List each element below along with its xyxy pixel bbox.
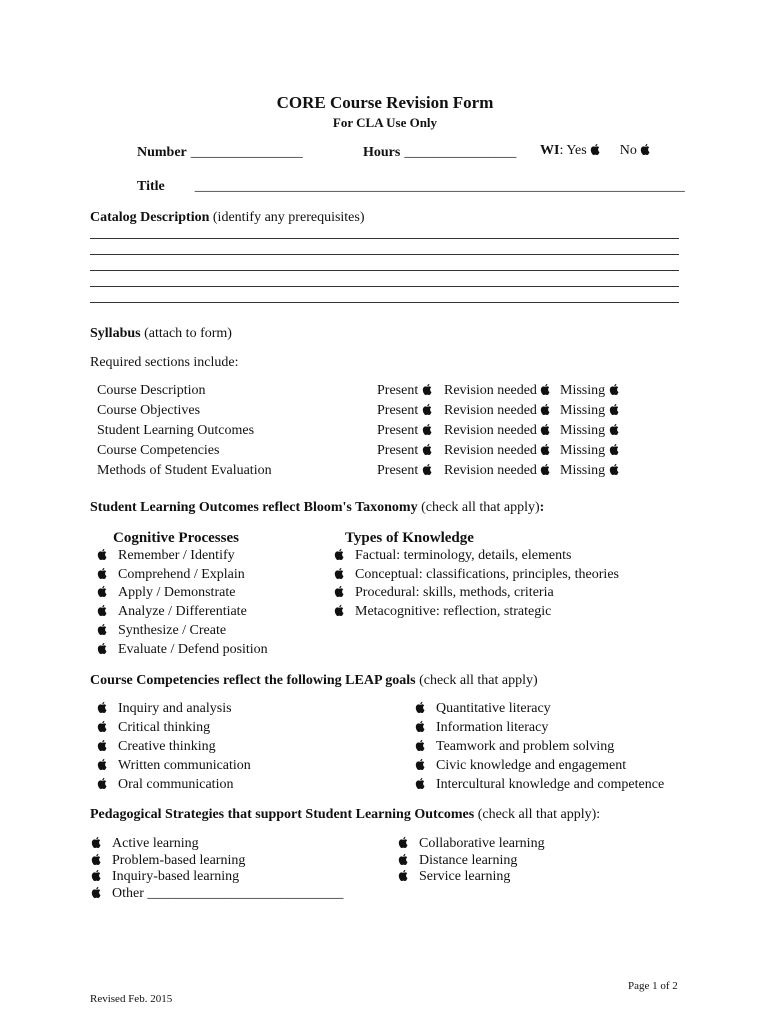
checkbox-icon[interactable]	[398, 836, 410, 848]
status-option-label: Missing	[560, 383, 606, 398]
checkbox-icon[interactable]	[91, 853, 103, 865]
wi-yes-checkbox-icon[interactable]	[590, 143, 602, 155]
leap-right-item[interactable]	[415, 758, 626, 774]
knowledge-item[interactable]	[334, 604, 551, 620]
knowledge-item-label: Metacognitive: reflection, strategic	[355, 604, 552, 620]
leap-left-item-label: Oral communication	[118, 777, 234, 792]
checkbox-icon[interactable]	[415, 758, 427, 770]
catalog-line-5[interactable]	[90, 302, 679, 303]
syllabus-status-option[interactable]	[377, 403, 434, 419]
syllabus-status-option[interactable]	[560, 463, 621, 479]
pedagogy-heading-text: Pedagogical Strategies that support Student Learning Outcomes	[90, 807, 475, 822]
catalog-line-3[interactable]	[90, 270, 679, 271]
leap-right-item[interactable]	[415, 701, 551, 717]
cognitive-header: Cognitive Processes	[113, 530, 239, 546]
checkbox-icon[interactable]	[97, 642, 109, 654]
title-field[interactable]	[137, 177, 685, 195]
catalog-label: Catalog Description	[90, 210, 210, 225]
leap-right-item-label: Information literacy	[436, 720, 549, 735]
wi-label: WI	[540, 143, 560, 158]
syllabus-status-option[interactable]	[377, 383, 434, 399]
checkbox-icon[interactable]	[334, 567, 346, 579]
page-subtitle: For CLA Use Only	[332, 115, 438, 130]
checkbox-icon[interactable]	[415, 739, 427, 751]
pedagogy-right-item-label: Service learning	[419, 869, 511, 884]
syllabus-note: (attach to form)	[144, 326, 232, 341]
checkbox-icon[interactable]	[334, 604, 346, 616]
syllabus-label: Syllabus	[90, 326, 141, 341]
title-label: Title	[137, 179, 165, 194]
cognitive-item-label: Apply / Demonstrate	[118, 585, 236, 601]
syllabus-section-label: Course Objectives	[97, 403, 201, 418]
number-label: Number	[137, 145, 187, 160]
blooms-colon: :	[539, 500, 545, 515]
checkbox-icon[interactable]	[97, 758, 109, 770]
leap-right-item-label: Quantitative literacy	[436, 701, 551, 716]
checkbox-icon[interactable]	[398, 869, 410, 881]
blooms-heading-text: Student Learning Outcomes reflect Bloom's Taxonomy	[90, 500, 418, 515]
syllabus-status-option[interactable]	[560, 383, 621, 399]
syllabus-heading	[90, 326, 232, 342]
status-option-label: Missing	[560, 463, 606, 478]
leap-left-item[interactable]	[97, 758, 251, 774]
checkbox-icon[interactable]	[415, 777, 427, 789]
cognitive-item[interactable]	[97, 567, 245, 583]
pedagogy-left-item-label: Problem-based learning	[112, 852, 246, 868]
knowledge-header: Types of Knowledge	[345, 530, 474, 546]
syllabus-status-option[interactable]	[377, 443, 434, 459]
status-option-label: Missing	[560, 443, 606, 458]
pedagogy-left-item-label: Inquiry-based learning	[112, 869, 240, 884]
checkbox-icon[interactable]	[609, 423, 621, 435]
catalog-line-4[interactable]	[90, 286, 679, 287]
checkbox-icon[interactable]	[415, 701, 427, 713]
checkbox-icon[interactable]	[97, 701, 109, 713]
checkbox-icon[interactable]	[334, 548, 346, 560]
cognitive-item[interactable]	[97, 642, 268, 658]
cognitive-item-label: Comprehend / Explain	[118, 566, 245, 582]
checkbox-icon[interactable]	[91, 886, 103, 898]
checkbox-icon[interactable]	[422, 463, 434, 475]
checkbox-icon[interactable]	[609, 403, 621, 415]
status-option-label: Revision needed	[444, 463, 537, 478]
cognitive-item-label: Evaluate / Defend position	[118, 641, 268, 657]
checkbox-icon[interactable]	[609, 383, 621, 395]
pedagogy-right-item[interactable]	[398, 853, 517, 869]
revised-date: Revised Feb. 2015	[90, 993, 173, 1005]
catalog-line-2[interactable]	[90, 254, 679, 255]
pedagogy-right-item-label: Collaborative learning	[419, 836, 545, 851]
blooms-note: (check all that apply)	[421, 500, 540, 515]
syllabus-status-option[interactable]	[377, 463, 434, 479]
checkbox-icon[interactable]	[540, 463, 552, 475]
status-option-label: Present	[377, 463, 419, 478]
syllabus-status-option[interactable]	[560, 443, 621, 459]
status-option-label: Present	[377, 383, 419, 398]
leap-left-item-label: Critical thinking	[118, 720, 211, 735]
catalog-heading	[90, 210, 365, 226]
cognitive-item-label: Analyze / Differentiate	[118, 604, 247, 620]
leap-heading	[90, 673, 538, 689]
checkbox-icon[interactable]	[540, 383, 552, 395]
pedagogy-note: (check all that apply):	[477, 807, 601, 822]
checkbox-icon[interactable]	[97, 739, 109, 751]
pedagogy-heading	[90, 807, 600, 823]
pedagogy-right-item[interactable]	[398, 836, 545, 852]
syllabus-section-label: Course Description	[97, 383, 206, 398]
checkbox-icon[interactable]	[91, 869, 103, 881]
syllabus-status-option[interactable]	[444, 423, 552, 439]
syllabus-section-label: Student Learning Outcomes	[97, 423, 255, 438]
leap-heading-text: Course Competencies reflect the following LEAP goals	[90, 673, 416, 688]
leap-left-item[interactable]	[97, 777, 233, 793]
syllabus-status-option[interactable]	[444, 403, 552, 419]
cognitive-item[interactable]	[97, 585, 235, 601]
cognitive-item[interactable]	[97, 548, 235, 564]
title-blank[interactable]: ______________________________________________________________________	[194, 179, 685, 194]
knowledge-item-label: Factual: terminology, details, elements	[355, 548, 572, 563]
catalog-note: (identify any prerequisites)	[212, 210, 365, 225]
checkbox-icon[interactable]	[540, 403, 552, 415]
checkbox-icon[interactable]	[97, 777, 109, 789]
pedagogy-left-item[interactable]	[91, 853, 245, 869]
pedagogy-right-item-label: Distance learning	[419, 852, 518, 868]
cognitive-item[interactable]	[97, 623, 226, 639]
checkbox-icon[interactable]	[97, 548, 109, 560]
checkbox-icon[interactable]	[91, 836, 103, 848]
leap-left-item[interactable]	[97, 739, 216, 755]
checkbox-icon[interactable]	[609, 463, 621, 475]
status-option-label: Present	[377, 403, 419, 418]
leap-left-item[interactable]	[97, 701, 232, 717]
leap-right-item[interactable]	[415, 739, 614, 755]
number-blank[interactable]: ________________	[190, 145, 303, 160]
checkbox-icon[interactable]	[422, 423, 434, 435]
leap-left-item-label: Creative thinking	[118, 739, 216, 754]
checkbox-icon[interactable]	[422, 383, 434, 395]
status-option-label: Revision needed	[444, 403, 537, 418]
leap-right-item-label: Teamwork and problem solving	[436, 739, 615, 754]
knowledge-item[interactable]	[334, 567, 619, 583]
checkbox-icon[interactable]	[97, 567, 109, 579]
page-number: Page 1 of 2	[628, 980, 678, 992]
leap-note: (check all that apply)	[419, 673, 538, 688]
checkbox-icon[interactable]	[422, 403, 434, 415]
pedagogy-right-item[interactable]	[398, 869, 510, 885]
blooms-heading	[90, 500, 544, 516]
leap-right-item[interactable]	[415, 777, 664, 793]
cognitive-item-label: Synthesize / Create	[118, 622, 227, 638]
syllabus-section-label: Methods of Student Evaluation	[97, 463, 272, 478]
syllabus-status-option[interactable]	[444, 463, 552, 479]
knowledge-item[interactable]	[334, 548, 571, 564]
syllabus-status-option[interactable]	[560, 403, 621, 419]
pedagogy-left-item-label: Active learning	[112, 836, 199, 851]
status-option-label: Present	[377, 423, 419, 438]
leap-left-item-label: Written communication	[118, 758, 251, 773]
syllabus-required-text: Required sections include:	[90, 355, 239, 370]
leap-right-item[interactable]	[415, 720, 548, 736]
checkbox-icon[interactable]	[422, 443, 434, 455]
checkbox-icon[interactable]	[97, 585, 109, 597]
status-option-label: Present	[377, 443, 419, 458]
checkbox-icon[interactable]	[398, 853, 410, 865]
pedagogy-left-item-label: Other ____________________________	[112, 885, 344, 901]
checkbox-icon[interactable]	[609, 443, 621, 455]
knowledge-item-label: Procedural: skills, methods, criteria	[355, 585, 554, 601]
checkbox-icon[interactable]	[97, 720, 109, 732]
catalog-line-1[interactable]	[90, 238, 679, 239]
knowledge-item[interactable]	[334, 585, 554, 601]
hours-label: Hours	[363, 145, 401, 160]
checkbox-icon[interactable]	[97, 623, 109, 635]
status-option-label: Missing	[560, 403, 606, 418]
leap-right-item-label: Intercultural knowledge and competence	[436, 777, 665, 792]
syllabus-status-option[interactable]	[444, 383, 552, 399]
wi-field	[540, 143, 652, 159]
status-option-label: Missing	[560, 423, 606, 438]
checkbox-icon[interactable]	[540, 443, 552, 455]
leap-left-item[interactable]	[97, 720, 210, 736]
wi-yes-label: Yes	[566, 143, 587, 158]
syllabus-status-option[interactable]	[377, 423, 434, 439]
status-option-label: Revision needed	[444, 383, 537, 398]
cognitive-item[interactable]	[97, 604, 247, 620]
checkbox-icon[interactable]	[415, 720, 427, 732]
page-title: CORE Course Revision Form	[276, 93, 494, 112]
leap-right-item-label: Civic knowledge and engagement	[436, 758, 627, 773]
wi-no-checkbox-icon[interactable]	[640, 143, 652, 155]
pedagogy-left-item[interactable]	[91, 886, 343, 902]
hours-blank[interactable]: ________________	[404, 145, 517, 160]
status-option-label: Revision needed	[444, 443, 537, 458]
wi-no-label: No	[619, 143, 637, 158]
syllabus-status-option[interactable]	[444, 443, 552, 459]
syllabus-status-option[interactable]	[560, 423, 621, 439]
status-option-label: Revision needed	[444, 423, 537, 438]
checkbox-icon[interactable]	[540, 423, 552, 435]
hours-field[interactable]	[363, 143, 516, 161]
knowledge-item-label: Conceptual: classifications, principles, theories	[355, 566, 619, 582]
number-field[interactable]	[137, 143, 303, 161]
syllabus-section-label: Course Competencies	[97, 443, 220, 458]
checkbox-icon[interactable]	[334, 585, 346, 597]
leap-left-item-label: Inquiry and analysis	[118, 701, 232, 716]
pedagogy-left-item[interactable]	[91, 869, 239, 885]
wi-colon: :	[559, 143, 564, 158]
pedagogy-left-item[interactable]	[91, 836, 199, 852]
cognitive-item-label: Remember / Identify	[118, 548, 235, 563]
checkbox-icon[interactable]	[97, 604, 109, 616]
